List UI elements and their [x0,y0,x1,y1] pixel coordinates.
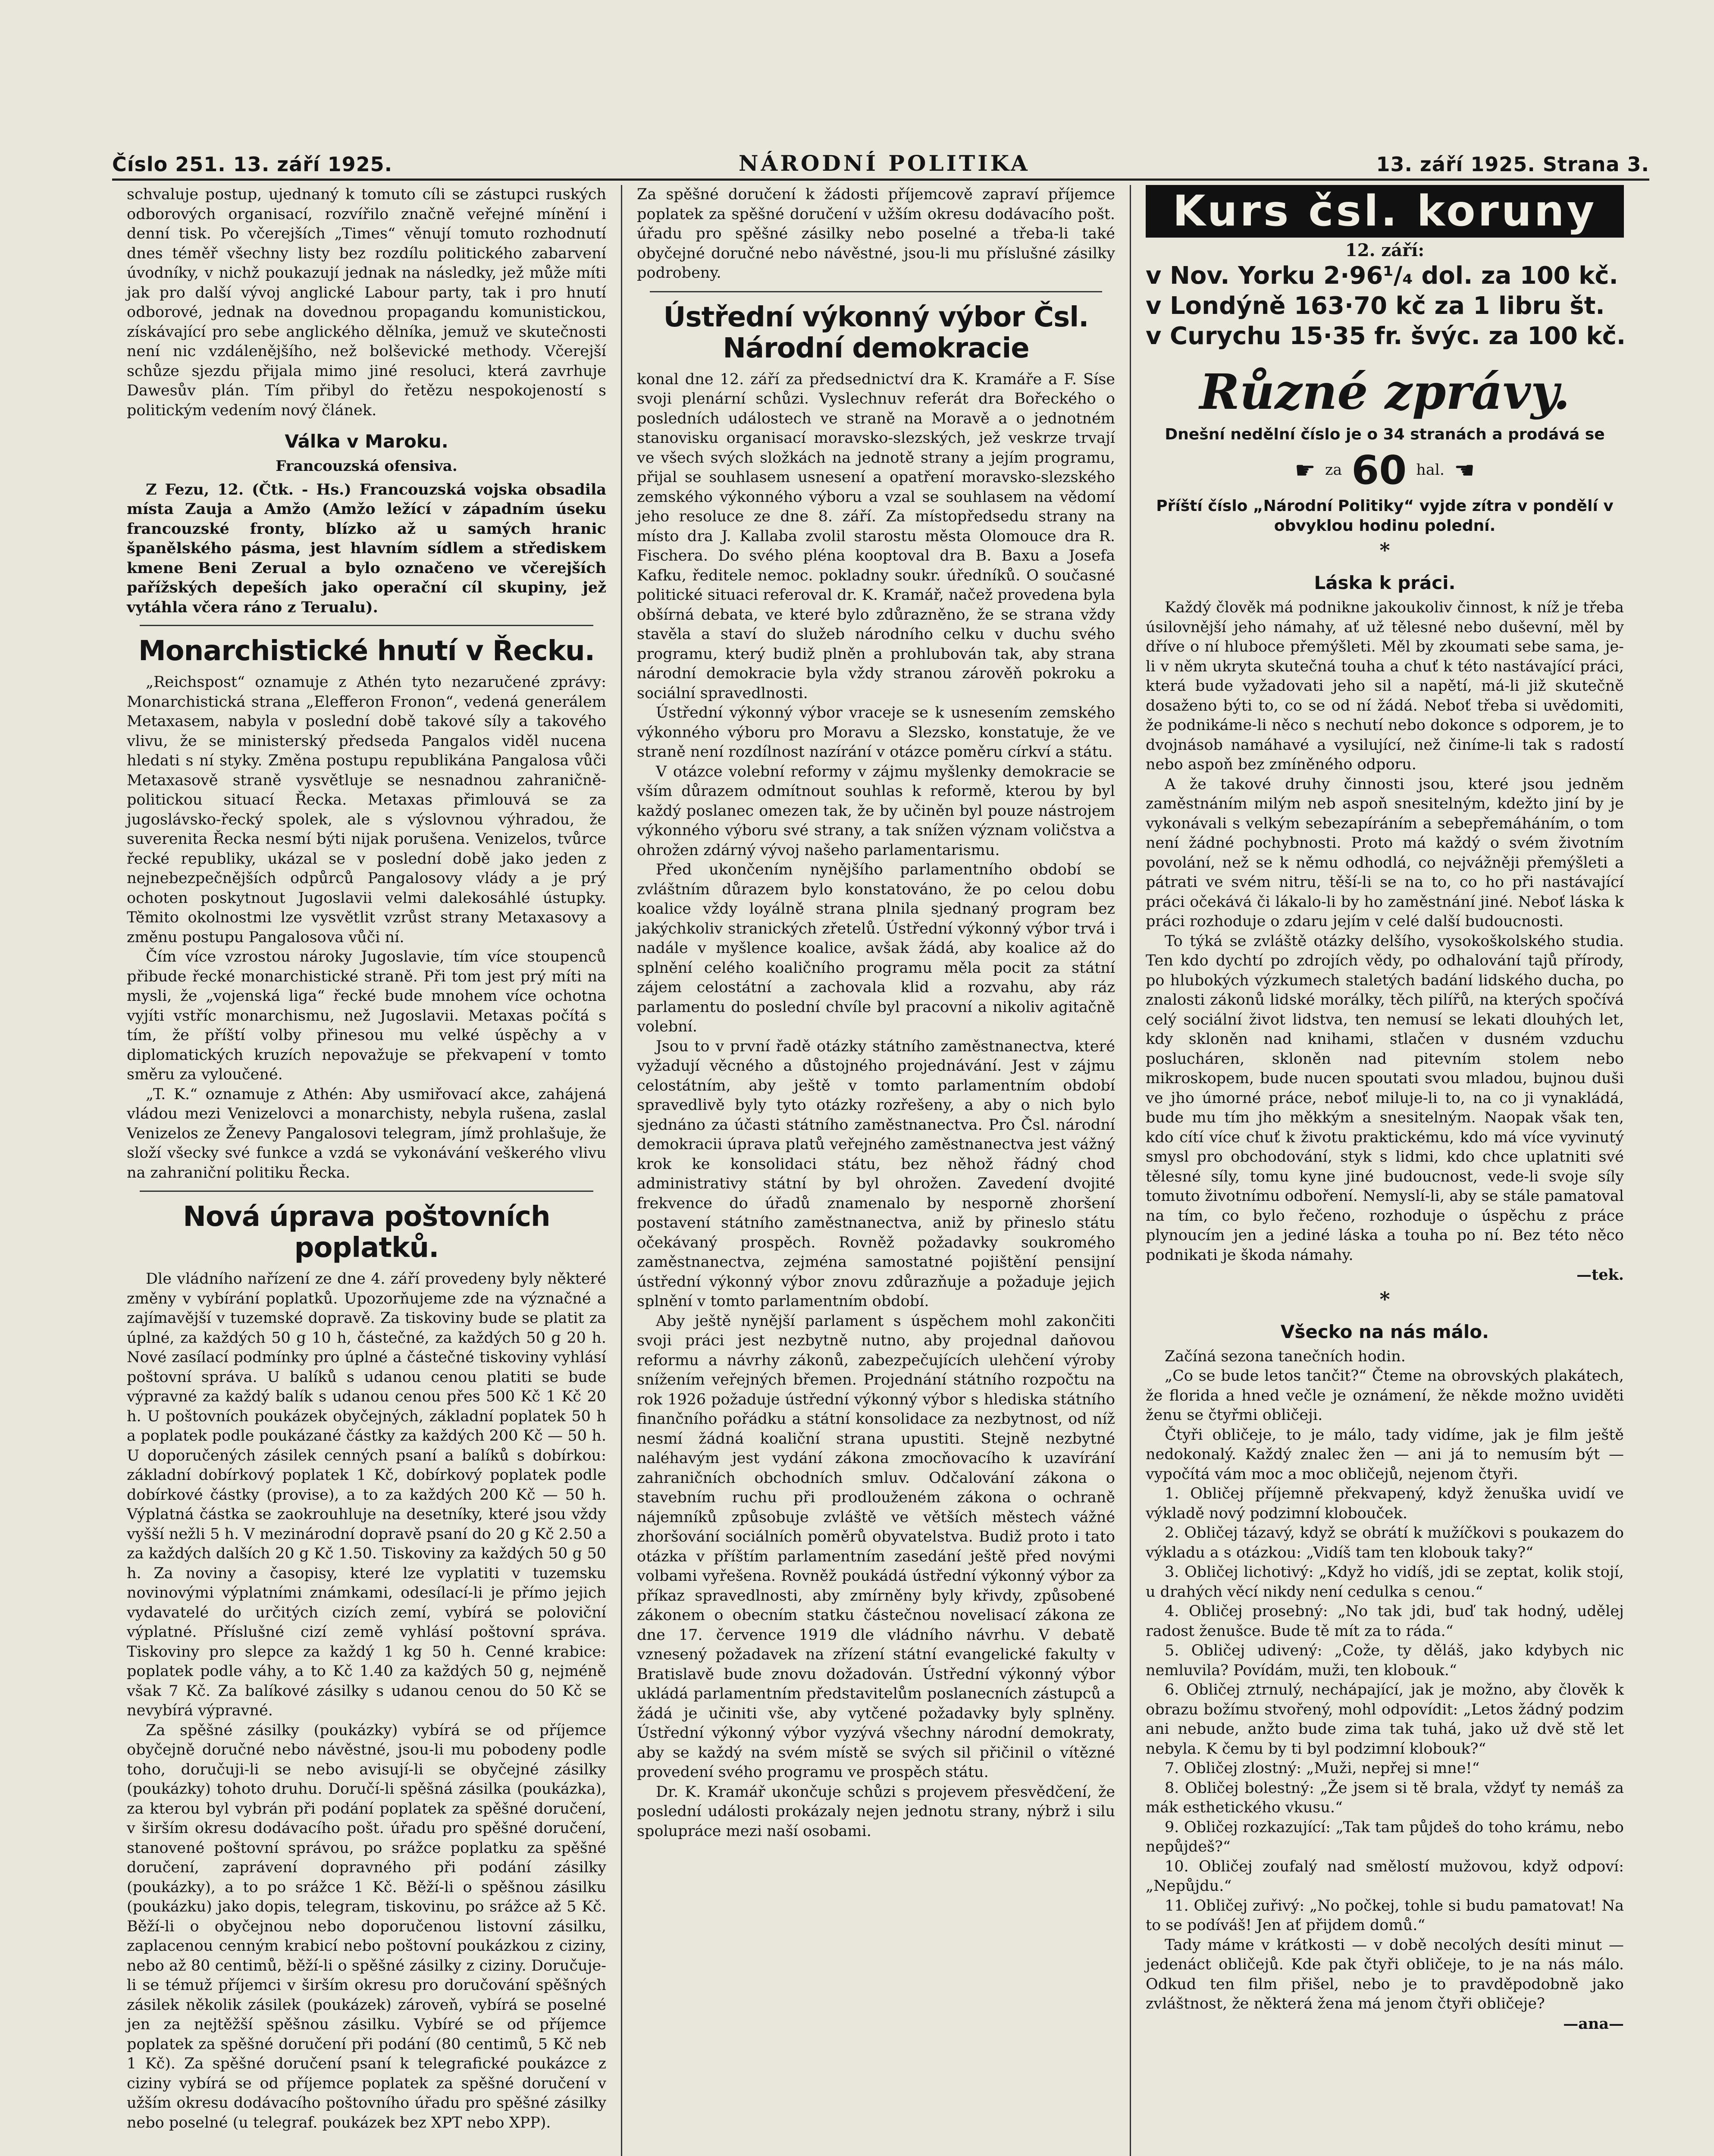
paragraph: „Reichspost“ oznamuje z Athén tyto nezaručené zprávy: Monarchistická strana „Elefferon Fronon“, vedená generálem Metaxasem, nabyla v poslední době takové síly a takového vlivu, že se ministerský předseda Pangalos viděl nucena hledati s ní styky. Změna postupu republikána Pangalosa vůči Metaxasově straně vysvětluje se nesnadnou zahraničně-politickou situací Řecka. Metaxas přimlouvá se za jugoslávsko-řecký spolek, ale s výslovnou výhradou, že suverenita Řecka nesmí býti nijak porušena. Venizelos, tvůrce řecké republiky, ukázal se v poslední době jako jeden z nejnebezpečnějších odpůrců Pangalosovy vlády a je prý ochoten poskytnout Jugoslavii velmi dalekosáhlé ústupky. Těmito okolnostmi lze vysvětlit vzrůst strany Metaxasovy a změnu postupu Pangalosova vůči ní. [127,674,606,946]
article-continuation: Za spěšné doručení k žádosti příjemcově zapraví příjemce poplatek za spěšné doručení v užším okresu dodávacího pošt. úřadu pro spěšné zásilky nebo poselné a třeba-li také obyčejné doručné nebo návěstné, jsou-li mu příslušné zásilky podrobeny. [637,186,1115,282]
divider [140,625,593,626]
section-title-ruzne-zpravy: Různé zprávy. [1199,364,1570,420]
paragraph: Tady máme v krátkosti — v době necolých desíti minut — jedenáct obličejů. Kde pak čtyři obličeje, to je na nás málo. Odkud ten film přišel, nebo je to pravděpodobně jako zvláštnost, že některá žena má jenom čtyři obličeje? [1146,1936,1624,2012]
headline-laska-k-praci: Láska k práci. [1314,572,1456,593]
paragraph: 5. Obličej udivený: „Cože, ty děláš, jako kdybych nic nemluvila? Povídám, muži, ten klobouk.“ [1146,1642,1624,1679]
paragraph: 9. Obličej rozkazující: „Tak tam půjdeš do toho krámu, nebo nepůjdeš?“ [1146,1818,1624,1855]
paragraph: „Co se bude letos tančit?“ Čteme na obrovských plakátech, že florida a hned večle je oznámení, že někde možno uviděti ženu se čtyřmi obličeji. [1146,1367,1624,1424]
paragraph: V otázce volební reformy v zájmu myšlenky demokracie se vším důrazem odmítnout souhlas k reformě, kterou by byl každý poslanec omezen tak, že by učiněn byl pouze nástrojem výkonného výboru své strany, a tak snížen význam voličstva a ohrožen zdárný vývoj našeho parlamentarismu. [637,763,1115,859]
column-2 [621,185,1130,2156]
paragraph: Čím více vzrostou nároky Jugoslavie, tím více stoupenců přibude řecké monarchistické straně. Při tom jest prý míti na mysli, že „vojenská liga“ řecké bude mnohem více ochotna vyjíti vstříc monarchismu, než Jugoslavii. Metaxas počítá s tím, že příští volby přinesou mu velké úspěchy a v diplomatických kruzích nepovažuje se překvapení v tomto směru za vyloučené. [127,948,606,1083]
author-signature: —tek. [1576,1266,1624,1284]
paragraph: 2. Obličej tázavý, když se obrátí k mužíčkovi s poukazem do výkladu a s otázkou: „Vidíš tam ten klobouk taky?“ [1146,1524,1624,1561]
exchange-rate-date: 12. září: [1345,240,1425,260]
paragraph: 6. Obličej ztrnulý, nechápající, jak je možno, aby člověk k obrazu božímu stvořený, mohl odpovídit: „Letos žádný podzim ani nebude, anžto bude zima tak tuhá, jako už dvě stě let nebyla. K čemu by ti byl podzimní klobouk?“ [1146,1681,1624,1758]
headline-nova-uprava: Nová úprava poštovních poplatků. [183,1201,550,1264]
paragraph: 10. Obličej zoufalý nad smělostí mužovou, když odpoví: „Nepůjdu.“ [1146,1858,1624,1895]
headline-vsecko-na-nas-malo: Všecko na nás málo. [1280,1321,1489,1342]
section-separator: * [1379,1287,1390,1311]
columns [112,185,1649,2156]
newspaper-title: NÁRODNÍ POLITIKA [738,150,1030,176]
paragraph: 7. Obličej zlostný: „Muži, nepřej si mne!“ [1165,1760,1480,1777]
column-3 [1130,185,1639,2156]
column-1 [112,185,621,2156]
paragraph: konal dne 12. září za předsednictví dra K. Kramáře a F. Sísе svoji plenární schůzi. Vyslechnuv referát dra Bořeckého o posledních událostech ve straně na Moravě a o jednotném stanovisku organisací moravsko-slezských, jež veskrze trvají ve všech svých složkách na jednotě strany a jejím programu, přijal se souhlasem usnesení a opatření moravsko-slezského zemského výkonného výboru a vzal se souhlasem na vědomí jeho resoluce ze dne 8. září. Za místopředsedu strany na místo dra J. Kallaba zvolil starostu města Olomouce dra R. Fischera. Do svého pléna kooptoval dra B. Baxu a Josefa Kafku, ředitele nemoc. pokladny soukr. úředníků. O současné politické situaci referoval dr. K. Kramář, načež provedena byla obšírná debata, ve které bylo zdůrazněno, že se strana vždy stavěla a staví do služeb národního celku v duchu svého programu, který budiž plněn a prohlubován tak, aby strana národní demokracie byla vždy stranou zárověň pokroku a sociální spravedlnosti. [637,370,1115,702]
divider [650,291,1102,292]
paragraph: „T. K.“ oznamuje z Athén: Aby usmiřovací akce, zahájená vládou mezi Venizelovci a monarchisty, nebyla rušena, zaslal Venizelos ze Ženevy Pangalosovi telegram, jímž prohlašuje, že složí všecky své funkce a vzdá se vykonávání veškerého vlivu na zahraniční politiku Řecka. [127,1085,606,1181]
paragraph: Dr. K. Kramář ukončuje schůzi s projevem přesvědčení, že poslední události prokázaly nejen jednotu strany, nýbrž i silu spolupráce mezi naší osobami. [637,1783,1115,1840]
article-continuation: schvaluje postup, ujednaný k tomuto cíli se zástupci ruských odborových organisací, rozvířilo značně veřejné mínění i denní tisk. Po včerejších „Times“ věnují tomuto rozhodnutí dnes téměř všechny listy bez rozdílu politického zabarvení úvodníky, v nichž poukazují jednak na následky, jež může míti jak pro další vývoj anglické Labour party, tak i pro hnutí odborové, jednak na dovednou propagandu komunistickou, získávající pro sebe anglického dělníka, jemuž ve skutečnosti není nic vzdálenějšího, než bolševické methody. Včerejší schůze sjezdu přijala mimo jiné resoluci, která zavrhuje Dawesův plán. Tím přibyl do řetězu nespokojeností s politickým vedením nový článek. [127,186,606,419]
section-separator: * [1379,539,1390,562]
paragraph: Jsou to v první řadě otázky státního zaměstnanectva, které vyžadují věcného a důstojného projednávání. Jest v zájmu celostátním, aby ještě v tomto parlamentním období spravedlivě byly tyto otázky rozřešeny, a aby o nich bylo sjednáno za účasti státního zaměstnanectva. Pro Čsl. národní demokracii úprava platů veřejného zaměstnanectva jest vážný krok ke konsolidaci státu, bez něhož řádný chod administrativy státní by byl ohrožen. Zavedení dvojité frekvence do úřadů znamenalo by nesporně zhoršení postavení státního zaměstnanectva, aniž by přineslo státu očekávaný prospěch. Rovněž požadavky soukromého zaměstnanectva, zejména samostatné pojištění pensijní ústřední výkonný výbor znovu zdůrazňuje a požaduje jejich splnění v tomto parlamentním období. [637,1037,1115,1310]
paragraph: Každý člověk má podnikne jakoukoliv činnost, k níž je třeba úsilovnější jeho námahy, ať už tělesné nebo duševní, měl by dříve o ní hluboce přemýšleti. Měl by zkoumati sebe sama, je-li v něm ukryta skutečná touha a chuť k této nastávající práci, která bude vyžadovati jeho sil a napětí, má-li již skutečně dosaženo býti to, co se od ní žádá. Neboť třeba si uvědomiti, že podnikáme-li něco s nechutí nebo dokonce s odporem, je to dvojnásob namáhavé a vysilující, než činíme-li tak s radostí nebo aspoň bez zmíněného odporu. [1146,599,1624,773]
paragraph: Dle vládního nařízení ze dne 4. září provedeny byly některé změny v vybírání poplatků. Upozorňujeme zde na význačné a zajímavější v tuzemské dopravě. Za tiskoviny bude se platit za úplné, za každých 50 g 10 h, částečné, za každých 50 g 20 h. Nové zasílací podmínky pro úplné a částečné tiskoviny vyhlásí poštovní správa. U balíků s udanou cenou platiti se bude výpravné za každý balík s udanou cenou přes 500 Kč 1 Kč 20 h. U poštovních poukázek obyčejných, základní poplatek 50 h a poplatek podle poukázané částky za každých 200 Kč — 50 h. U doporučených zásilek cenných psaní a balíků s dobírkou: základní dobírkový poplatek 1 Kč, dobírkový poplatek podle dobírkové částky (provise), a to za každých 200 Kč — 50 h. Výplatná částka se zaokrouhluje na desetníky, které jsou vždy vyšší nežli 5 h. V mezinárodní dopravě psaní do 20 g Kč 2.50 a za každých dalších 20 g Kč 1.50. Tiskoviny za každých 50 g 50 h. Za noviny a časopisy, které lze vyplatiti v tuzemsku novinovými výplatními známkami, odesílací-li je přímo jejich vydavatelé do určitých cizích zemí, vybírá se poloviční výplatné. Příslušné cizí země vyhlásí poštovní správa. Tiskoviny pro slepce za každý 1 kg 50 h. Cenné krabice: poplatek podle váhy, a to Kč 1.40 za každých 50 g, nejméně však 7 Kč. Za balíkové zásilky s udanou cenou do 50 Kč se nevybírá výpravné. [127,1270,606,1719]
headline-monarch: Monarchistické hnutí v Řecku. [138,635,595,667]
subheadline-valka: Francouzská ofensiva. [276,458,457,475]
exchange-rate-new-york: v Nov. Yorku 2·96¹/₄ dol. za 100 kč. [1146,262,1618,290]
exchange-rate-title: Kurs čsl. koruny [1146,185,1624,238]
paragraph: A že takové druhy činnosti jsou, které jsou jedněm zaměstnáním milým neb aspoň snesitelným, kdežto jiní by je vykonávali s velkým sebezapíráním a sebepřemáháním, o tom není žádné pochybnosti. Proto má každý o svém životním povolání, než se k němu odhodlá, co nejvážněji přemýšleti a pátrati ve svém nitru, těší-li se na to, co ho při nastávající práci očekává či lákalo-li by ho zaměstnání jiné. Neboť láska k práci rozhoduje o zdaru jejím v celé další budoucnosti. [1146,775,1624,930]
pointing-hand-left-icon: ☚ [1454,457,1475,484]
notice-sunday-edition: Dnešní nedělní číslo je o 34 stranách a prodává se [1165,426,1605,443]
price-prefix: za [1325,461,1342,479]
paragraph: 3. Obličej lichotivý: „Když ho vidíš, jdi se zeptat, kolik stojí, u drahých věcí nikdy není cedulka s cenou.“ [1146,1564,1624,1601]
paragraph: Za spěšné zásilky (poukázky) vybírá se od příjemce obyčejně doručné nebo návěstné, jsou-li mu pobodeny podle toho, doručuji-li se nebo avisují-li se obyčejné zásilky (poukázky) tohoto druhu. Doručí-li spěšná zásilka (poukázka), za kterou byl vybrán při podání poplatek za spěšné doručení, v širším okresu dodávacího pošt. úřadu pro spěšné doručení, stanovené poštovní správou, po srážce poplatku za spěšné doručení, zaprávení dopravného při podání zásilky (poukázky), a to po srážce 1 Kč. Běží-li o spěšnou zásilku (poukázku) jako dopis, telegram, tiskovinu, po srážce až 5 Kč. Běží-li o obyčejnou nebo doporučenou listovní zásilku, zaplacenou cenným krabicí nebo poštovní poukázkou z ciziny, nebo až 80 centimů, běží-li o spěšné zásilky z ciziny. Doručuje-li se témuž příjemci v širším okresu pro doručování spěšných zásilek několik zásilek (poukázek) zároveň, vybírá se poselné jen za nejtěžší spěšnou zásilku. Vybíré se od příjemce poplatek za spěšné doručení při podání (80 centimů, 5 Kč neb 1 Kč). Za spěšné doručení psaní k telegrafické poukázce z ciziny vybírá se od příjemce poplatek za spěšné doručení v užším okresu dodávacího poštovního úřadu pro spěšné zásilky nebo poselné (u telegraf. poukázek bez XPT nebo XPP). [127,1721,606,2131]
paragraph: 11. Obličej zuřivý: „No počkej, tohle si budu pamatovat! Na to se podíváš! Jen ať přijdem domů.“ [1146,1897,1624,1934]
paragraph: Začíná sezona tanečních hodin. [1165,1348,1406,1365]
author-signature: —ana— [1563,2015,1624,2033]
article-valka: Z Fezu, 12. (Čtk. - Hs.) Francouzská vojska obsadila místa Zauja a Amžo (Amžo ležící v západním úseku francouzské fronty, blízko až u samých hranic španělského pásma, jest hlavním sídlem a střediskem kmene Beni Zerual a bylo označeno ve včerejších pařížských depeších jako operační cíl skupiny, jež vytáhla včera ráno z Terualu). [127,480,606,616]
page-info: 13. září 1925. Strana 3. [1376,153,1649,176]
exchange-rate-zurich: v Curychu 15·35 fr. švýc. za 100 kč. [1146,322,1626,350]
issue-info: Číslo 251. 13. září 1925. [112,153,393,176]
price-value: 60 [1351,447,1407,493]
divider [140,1191,593,1192]
pointing-hand-right-icon: ☛ [1294,457,1316,484]
headline-ustredni-vybor: Ústřední výkonný výbor Čsl. Národní demokracie [663,301,1089,364]
paragraph: Čtyři obličeje, to je málo, tady vidíme, jak je film ještě nedokonalý. Každý znalec žen — ani já to nemusím být — vypočítá vám moc a moc obličejů, nejenom čtyři. [1146,1426,1624,1483]
price-line [1146,447,1624,493]
paragraph: 4. Obličej prosebný: „No tak jdi, buď tak hodný, udělej radost ženušce. Bude tě mít za to ráda.“ [1146,1603,1624,1640]
paragraph: To týká se zvláště otázky delšího, vysokoškolského studia. Ten kdo dychtí po zdrojích vědy, po odhalování tajů přírody, po hlubokých výzkumech staletých badání lidského ducha, po znalosti zákonů lidské morálky, těch pilířů, na kterých spočívá celý sociální život lidstva, ten nemusí se lekati dlouhých let, kdy skloněn nad knihami, stlačen v dusném vzduchu poslucháren, skloněn nad pitevním stolem nebo mikroskopem, bude nucen spoutati svou mladou, bujnou duši ve jho úmorné práce, neboť miluje-li to, na co ji vynakládá, bude mu tím jho měkkým a snesitelným. Naopak však ten, kdo cítí více chuť k životu praktickému, kdo má více vyvinutý smysl pro obchodování, styk s lidmi, kdo chce uplatniti své tělesné síly, tomu kyne jiné budoucnost, vede-li svoje síly tomuto životnímu odboření. Nemyslí-li, aby se stále pamatoval na tím, co bylo řečeno, rozhoduje o úspěchu z práce plynoucím jen a jediné láska a touha po ní. Bez této něco podnikati je škoda námahy. [1146,932,1624,1264]
paragraph: Před ukončením nynějšího parlamentního období se zvláštním důrazem bylo konstatováno, že po celou dobu koalice vždy loyálně strana plnila sjednaný program bez jakýchkoliv stranických zřetelů. Ústřední výkonný výbor trvá i nadále v myšlence koalice, avšak žádá, aby koalice až do splnění celého koaličního programu měla pocit za státní zájem celostátní a zachovala klid a rozvahu, aby ráz parlamentu do poslední chvíle byl pracovní a nikoliv agitačně volební. [637,861,1115,1035]
paragraph: 8. Obličej bolestný: „Že jsem si tě brala, vždyť ty nemáš za mák esthetického vkusu.“ [1146,1779,1624,1816]
paragraph: Ústřední výkonný výbor vraceje se k usnesením zemského výkonného výboru pro Moravu a Slezsko, konstatuje, že ve straně není rozdílnost nazírání v otázce poměru církví a státu. [637,704,1115,761]
masthead [112,142,1649,181]
paragraph: 1. Obličej příjemně překvapený, když ženuška uvidí ve výkladě nový podzimní klobouček. [1146,1485,1624,1522]
notice-next-issue: Příští číslo „Národní Politiky“ vyjde zítra v pondělí v obvyklou hodinu polední. [1156,497,1614,535]
price-suffix: hal. [1416,461,1445,479]
paragraph: Aby ještě nynější parlament s úspěchem mohl zakončiti svoji práci jest nezbytně nutno, aby projednal daňovou reformu a návrhy zákonů, zabezpečujících ulehčení výroby snížením veřejných břemen. Projednání státního rozpočtu na rok 1926 požaduje ústřední výkonný výbor s hlediska státního finančního pořádku a státní konsolidace za nezbytnost, od níž nesmí žádná koaliční strana upustiti. Stejně nezbytné naléhavým jest vydání zákona zmocňovacího k uzavírání zahraničních obchodních smluv. Odčalování zákona o stavebním ruchu při prodlouženém zákona o ochraně nájemníků způsobuje zvláště ve větších městech vážné zhoršování sociálních poměrů obyvatelstva. Budiž proto i tato otázka v příštím parlamentním zasedání ještě před novými volbami vyřešena. Rovněž poukádá ústřední výkonný výbor za příkaz spravedlnosti, aby zmírněny byly křivdy, způsobené zákonem o obecním statku částečnou novelisací zákona ze dne 17. července 1919 dle vládního návrhu. V debatě vznesený požadavek na zřízení státní evangelické fakulty v Bratislavě bude znovu dožadován. Ústřední výkonný výbor ukládá parlamentním představitelům poslanecních zástupců a žádá je učiniti vše, aby vytčené požadavky byly splněny. Ústřední výkonný výbor vyzývá všechny národní demokraty, aby se každý na svém místě se svých sil přičinil o vítězné provedení svého programu ve prospěch státu. [637,1312,1115,1781]
exchange-rate-london: v Londýně 163·70 kč za 1 libru št. [1146,292,1605,320]
headline-valka: Válka v Maroku. [285,431,448,452]
